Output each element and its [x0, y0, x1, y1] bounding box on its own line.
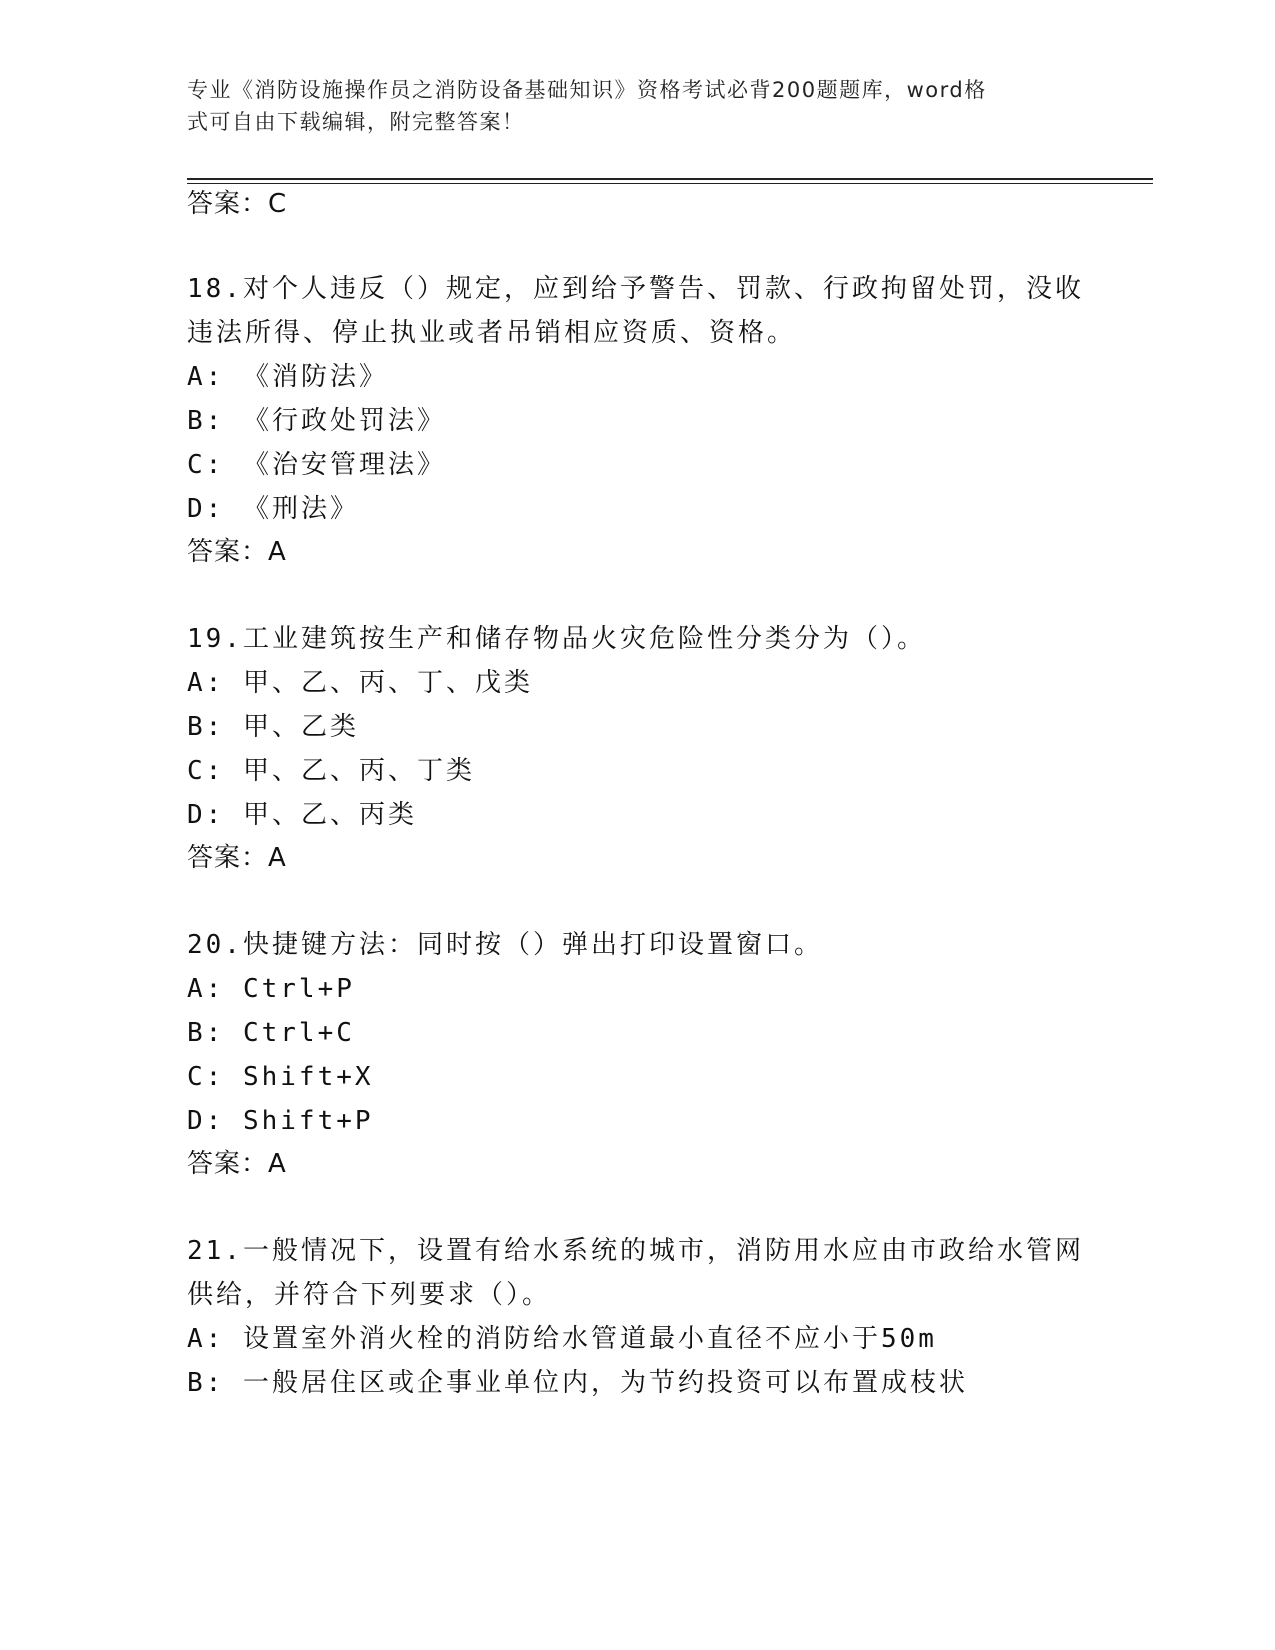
option-line: A: 甲、乙、丙、丁、戊类 — [187, 668, 533, 698]
answer-line: 答案：A — [187, 537, 287, 567]
header-rule-thin — [187, 183, 1153, 184]
option-line: A: 《消防法》 — [187, 362, 388, 392]
answer-line: 答案：A — [187, 1149, 287, 1179]
answer-line: 答案：C — [187, 189, 288, 219]
answer-line: 答案：A — [187, 843, 287, 873]
question-stem: 20.快捷键方法：同时按（）弹出打印设置窗口。 — [187, 930, 823, 960]
option-line: B: 甲、乙类 — [187, 712, 359, 742]
question-stem: 供给，并符合下列要求（）。 — [187, 1280, 552, 1310]
question-stem: 21.一般情况下，设置有给水系统的城市，消防用水应由市政给水管网 — [187, 1236, 1084, 1266]
option-line: B: 《行政处罚法》 — [187, 406, 446, 436]
option-line: A: 设置室外消火栓的消防给水管道最小直径不应小于50m — [187, 1324, 937, 1354]
header-rule-thick — [187, 178, 1153, 180]
option-line: C: 《治安管理法》 — [187, 450, 446, 480]
option-line: D: 甲、乙、丙类 — [187, 800, 417, 830]
option-line: C: Shift+X — [187, 1062, 374, 1092]
option-line: D: Shift+P — [187, 1106, 374, 1136]
option-line: A: Ctrl+P — [187, 974, 355, 1004]
question-stem: 18.对个人违反（）规定，应到给予警告、罚款、行政拘留处罚，没收 — [187, 274, 1084, 304]
option-line: B: 一般居住区或企事业单位内，为节约投资可以布置成枝状 — [187, 1368, 968, 1398]
question-stem: 19.工业建筑按生产和储存物品火灾危险性分类分为（）。 — [187, 624, 926, 654]
document-header — [187, 74, 1067, 138]
option-line: C: 甲、乙、丙、丁类 — [187, 756, 475, 786]
header-line-2: 式可自由下载编辑，附完整答案！ — [187, 110, 525, 134]
option-line: D: 《刑法》 — [187, 494, 359, 524]
option-line: B: Ctrl+C — [187, 1018, 355, 1048]
header-line-1: 专业《消防设施操作员之消防设备基础知识》资格考试必背200题题库，word格 — [187, 78, 987, 102]
question-stem: 违法所得、停止执业或者吊销相应资质、资格。 — [187, 318, 797, 348]
